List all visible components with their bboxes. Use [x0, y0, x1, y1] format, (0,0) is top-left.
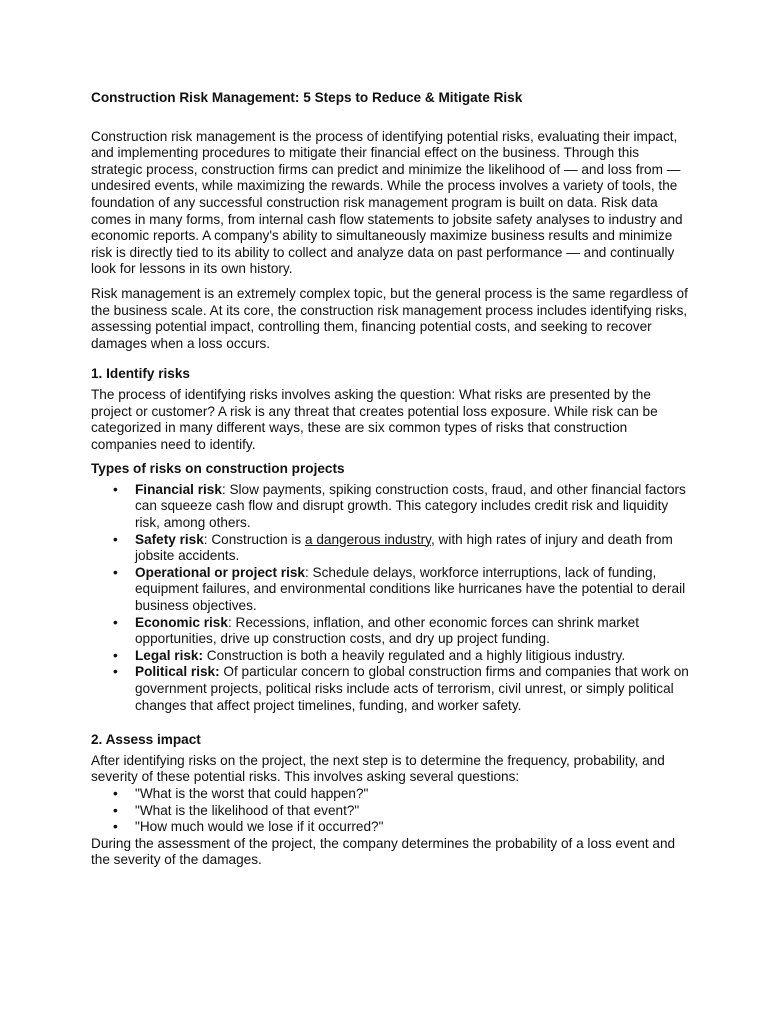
intro-paragraph-2: Risk management is an extremely complex topic, but the general process is the same regardless of the business scale. At its core, the construction risk management process includes identifying risks, assessing potential impact, controlling them, financing potential costs, and seeking to recover damages when a loss occurs.	[91, 285, 688, 351]
list-item-financial-risk	[135, 482, 691, 532]
section-paragraph-identify-risks: The process of identifying risks involves asking the question: What risks are presented by the project or customer? A risk is any threat that creates potential loss exposure. While risk can be categorized in many different ways, these are six common types of risks that construction companies need to identify.	[91, 386, 658, 452]
risk-separator: :	[221, 481, 226, 497]
risk-term: Economic risk	[135, 614, 228, 630]
section-heading-identify-risks: 1. Identify risks	[91, 366, 190, 382]
dangerous-industry-link[interactable]: a dangerous industry	[305, 531, 431, 547]
risk-term: Operational or project risk	[135, 564, 305, 580]
list-item: • "What is the likelihood of that event?"	[135, 803, 691, 820]
risk-separator: :	[304, 564, 309, 580]
list-item-operational-risk	[135, 565, 691, 615]
intro-paragraph-1: Construction risk management is the process of identifying potential risks, evaluating their impact, and implementing procedures to mitigate their financial effect on the business. Through this strategic process, construction firms can predict and minimize the likelihood of — and loss from — undesired events, while maximizing the rewards. While the process involves a variety of tools, the foundation of any successful construction risk management program is built on data. Risk data comes in many forms, from internal cash flow statements to jobsite safety analyses to industry and economic reports. A company's ability to simultaneously maximize business results and minimize risk is directly tied to its ability to collect and analyze data on past performance — and continually look for lessons in its own history.	[91, 128, 683, 277]
risk-description: Schedule delays, workforce interruptions, lack of funding, equipment failures, and environmental conditions like hurricanes have the potential to derail business objectives.	[135, 564, 686, 614]
risk-description-after: , with high rates of injury and death from jobsite accidents.	[135, 531, 673, 564]
risk-types-list	[91, 482, 691, 714]
section-heading-assess-impact: 2. Assess impact	[91, 732, 201, 748]
section-paragraph-assess-impact: After identifying risks on the project, the next step is to determine the frequency, probability, and severity of these potential risks. This involves asking several questions:	[91, 752, 665, 785]
risk-description: Construction is both a heavily regulated and a highly litigious industry.	[203, 647, 626, 663]
risk-description: Of particular concern to global construction firms and companies that work on government projects, political risks include acts of terrorism, civil unrest, or simply political changes that affect project timelines, funding, and worker safety.	[135, 664, 689, 713]
page-title: Construction Risk Management: 5 Steps to Reduce & Mitigate Risk	[91, 90, 523, 105]
list-item: • "What is the worst that could happen?"	[135, 786, 691, 803]
impact-questions-list	[91, 786, 691, 836]
risk-term: Legal risk:	[135, 647, 203, 663]
document-page	[91, 90, 691, 877]
risk-term: Safety risk	[135, 531, 204, 547]
list-item-economic-risk	[135, 615, 691, 648]
risk-separator: :	[203, 531, 208, 547]
list-item-political-risk	[135, 664, 691, 714]
assessment-closing-paragraph: During the assessment of the project, the company determines the probability of a loss event and the severity of the damages.	[91, 835, 676, 868]
list-item-safety-risk	[135, 532, 691, 565]
risk-term: Financial risk	[135, 481, 222, 497]
list-item: • "How much would we lose if it occurred?"	[135, 819, 691, 836]
risk-description: Slow payments, spiking construction costs, fraud, and other financial factors can squeeze cash flow and disrupt growth. This category includes credit risk and liquidity risk, among others.	[135, 481, 686, 531]
list-item-legal-risk	[135, 648, 691, 665]
risk-term: Political risk:	[135, 664, 220, 680]
risk-separator: :	[227, 614, 232, 630]
risk-description: Recessions, inflation, and other economic forces can shrink market opportunities, drive up construction costs, and dry up project funding.	[135, 614, 639, 647]
risk-description-before: Construction is	[207, 531, 306, 547]
subheading-risk-types: Types of risks on construction projects	[91, 461, 345, 477]
